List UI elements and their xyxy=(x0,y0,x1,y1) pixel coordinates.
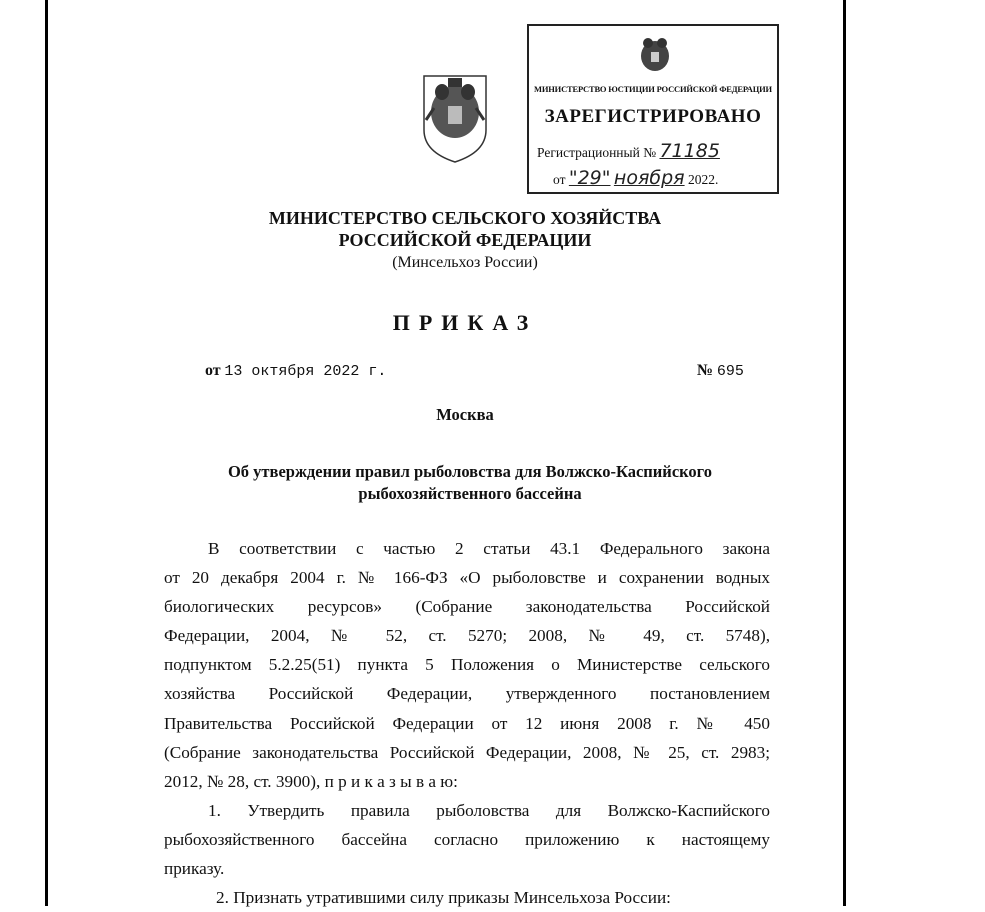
ministry-short-name: (Минсельхоз России) xyxy=(392,254,538,271)
order-date xyxy=(205,362,386,380)
order-title-line2: рыбохозяйственного бассейна xyxy=(358,484,582,503)
date-month: ноября xyxy=(613,167,685,189)
stamp-status: ЗАРЕГИСТРИРОВАНО xyxy=(544,106,762,127)
city: Москва xyxy=(436,405,494,424)
body-line: приказу. xyxy=(164,859,225,879)
reg-number: 71185 xyxy=(659,140,720,162)
registration-stamp xyxy=(527,24,779,194)
body-line: биологических ресурсов» (Собрание законодательства Российской xyxy=(164,597,770,617)
ministry-name-line2: РОССИЙСКОЙ ФЕДЕРАЦИИ xyxy=(338,230,592,250)
body-line: (Собрание законодательства Российской Федерации, 2008, № 25, ст. 2983; xyxy=(164,742,770,762)
stamp-ministry: МИНИСТЕРСТВО ЮСТИЦИИ РОССИЙСКОЙ ФЕДЕРАЦИИ xyxy=(534,84,772,94)
stamp-date xyxy=(553,167,718,189)
body-line: 2012, № 28, ст. 3900), п р и к а з ы в а ю: xyxy=(164,771,458,791)
stamp-emblem-icon xyxy=(637,34,673,74)
body-line: хозяйства Российской Федерации, утвержденного постановлением xyxy=(164,684,770,704)
order-number xyxy=(697,362,744,380)
order-number-value: 695 xyxy=(716,363,744,380)
date-prefix: от xyxy=(553,172,566,187)
date-day: "29" xyxy=(568,167,611,189)
page-left-border xyxy=(45,0,48,906)
ministry-name-line1: МИНИСТЕРСТВО СЕЛЬСКОГО ХОЗЯЙСТВА xyxy=(268,208,662,228)
date-year: 2022. xyxy=(687,172,719,187)
coat-of-arms-emblem-icon xyxy=(420,68,490,164)
stamp-registration-number xyxy=(537,140,720,162)
order-date-prefix: от xyxy=(205,362,221,379)
order-title-line1: Об утверждении правил рыболовства для Волжско-Каспийского xyxy=(227,462,713,481)
order-number-prefix: № xyxy=(697,362,714,379)
order-date-value: 13 октября 2022 г. xyxy=(224,363,387,380)
reg-label: Регистрационный № xyxy=(537,145,657,160)
order-body xyxy=(164,534,770,912)
body-line: 1. Утвердить правила рыболовства для Волжско-Каспийского xyxy=(208,800,770,820)
body-line: Правительства Российской Федерации от 12 июня 2008 г. № 450 xyxy=(164,713,770,733)
page-right-border xyxy=(843,0,846,906)
body-line: 2. Признать утратившими силу приказы Минсельхоза России: xyxy=(216,888,671,908)
body-line: Федерации, 2004, № 52, ст. 5270; 2008, № 49, ст. 5748), xyxy=(164,626,770,646)
doc-type-heading: ПРИКАЗ xyxy=(392,310,538,335)
body-line: В соответствии с частью 2 статьи 43.1 Федерального закона xyxy=(208,539,770,558)
body-line: рыбохозяйственного бассейна согласно приложению к настоящему xyxy=(164,829,770,849)
body-line: подпунктом 5.2.25(51) пункта 5 Положения о Министерстве сельского xyxy=(164,655,770,675)
body-line: от 20 декабря 2004 г. № 166-ФЗ «О рыболовстве и сохранении водных xyxy=(164,568,770,588)
